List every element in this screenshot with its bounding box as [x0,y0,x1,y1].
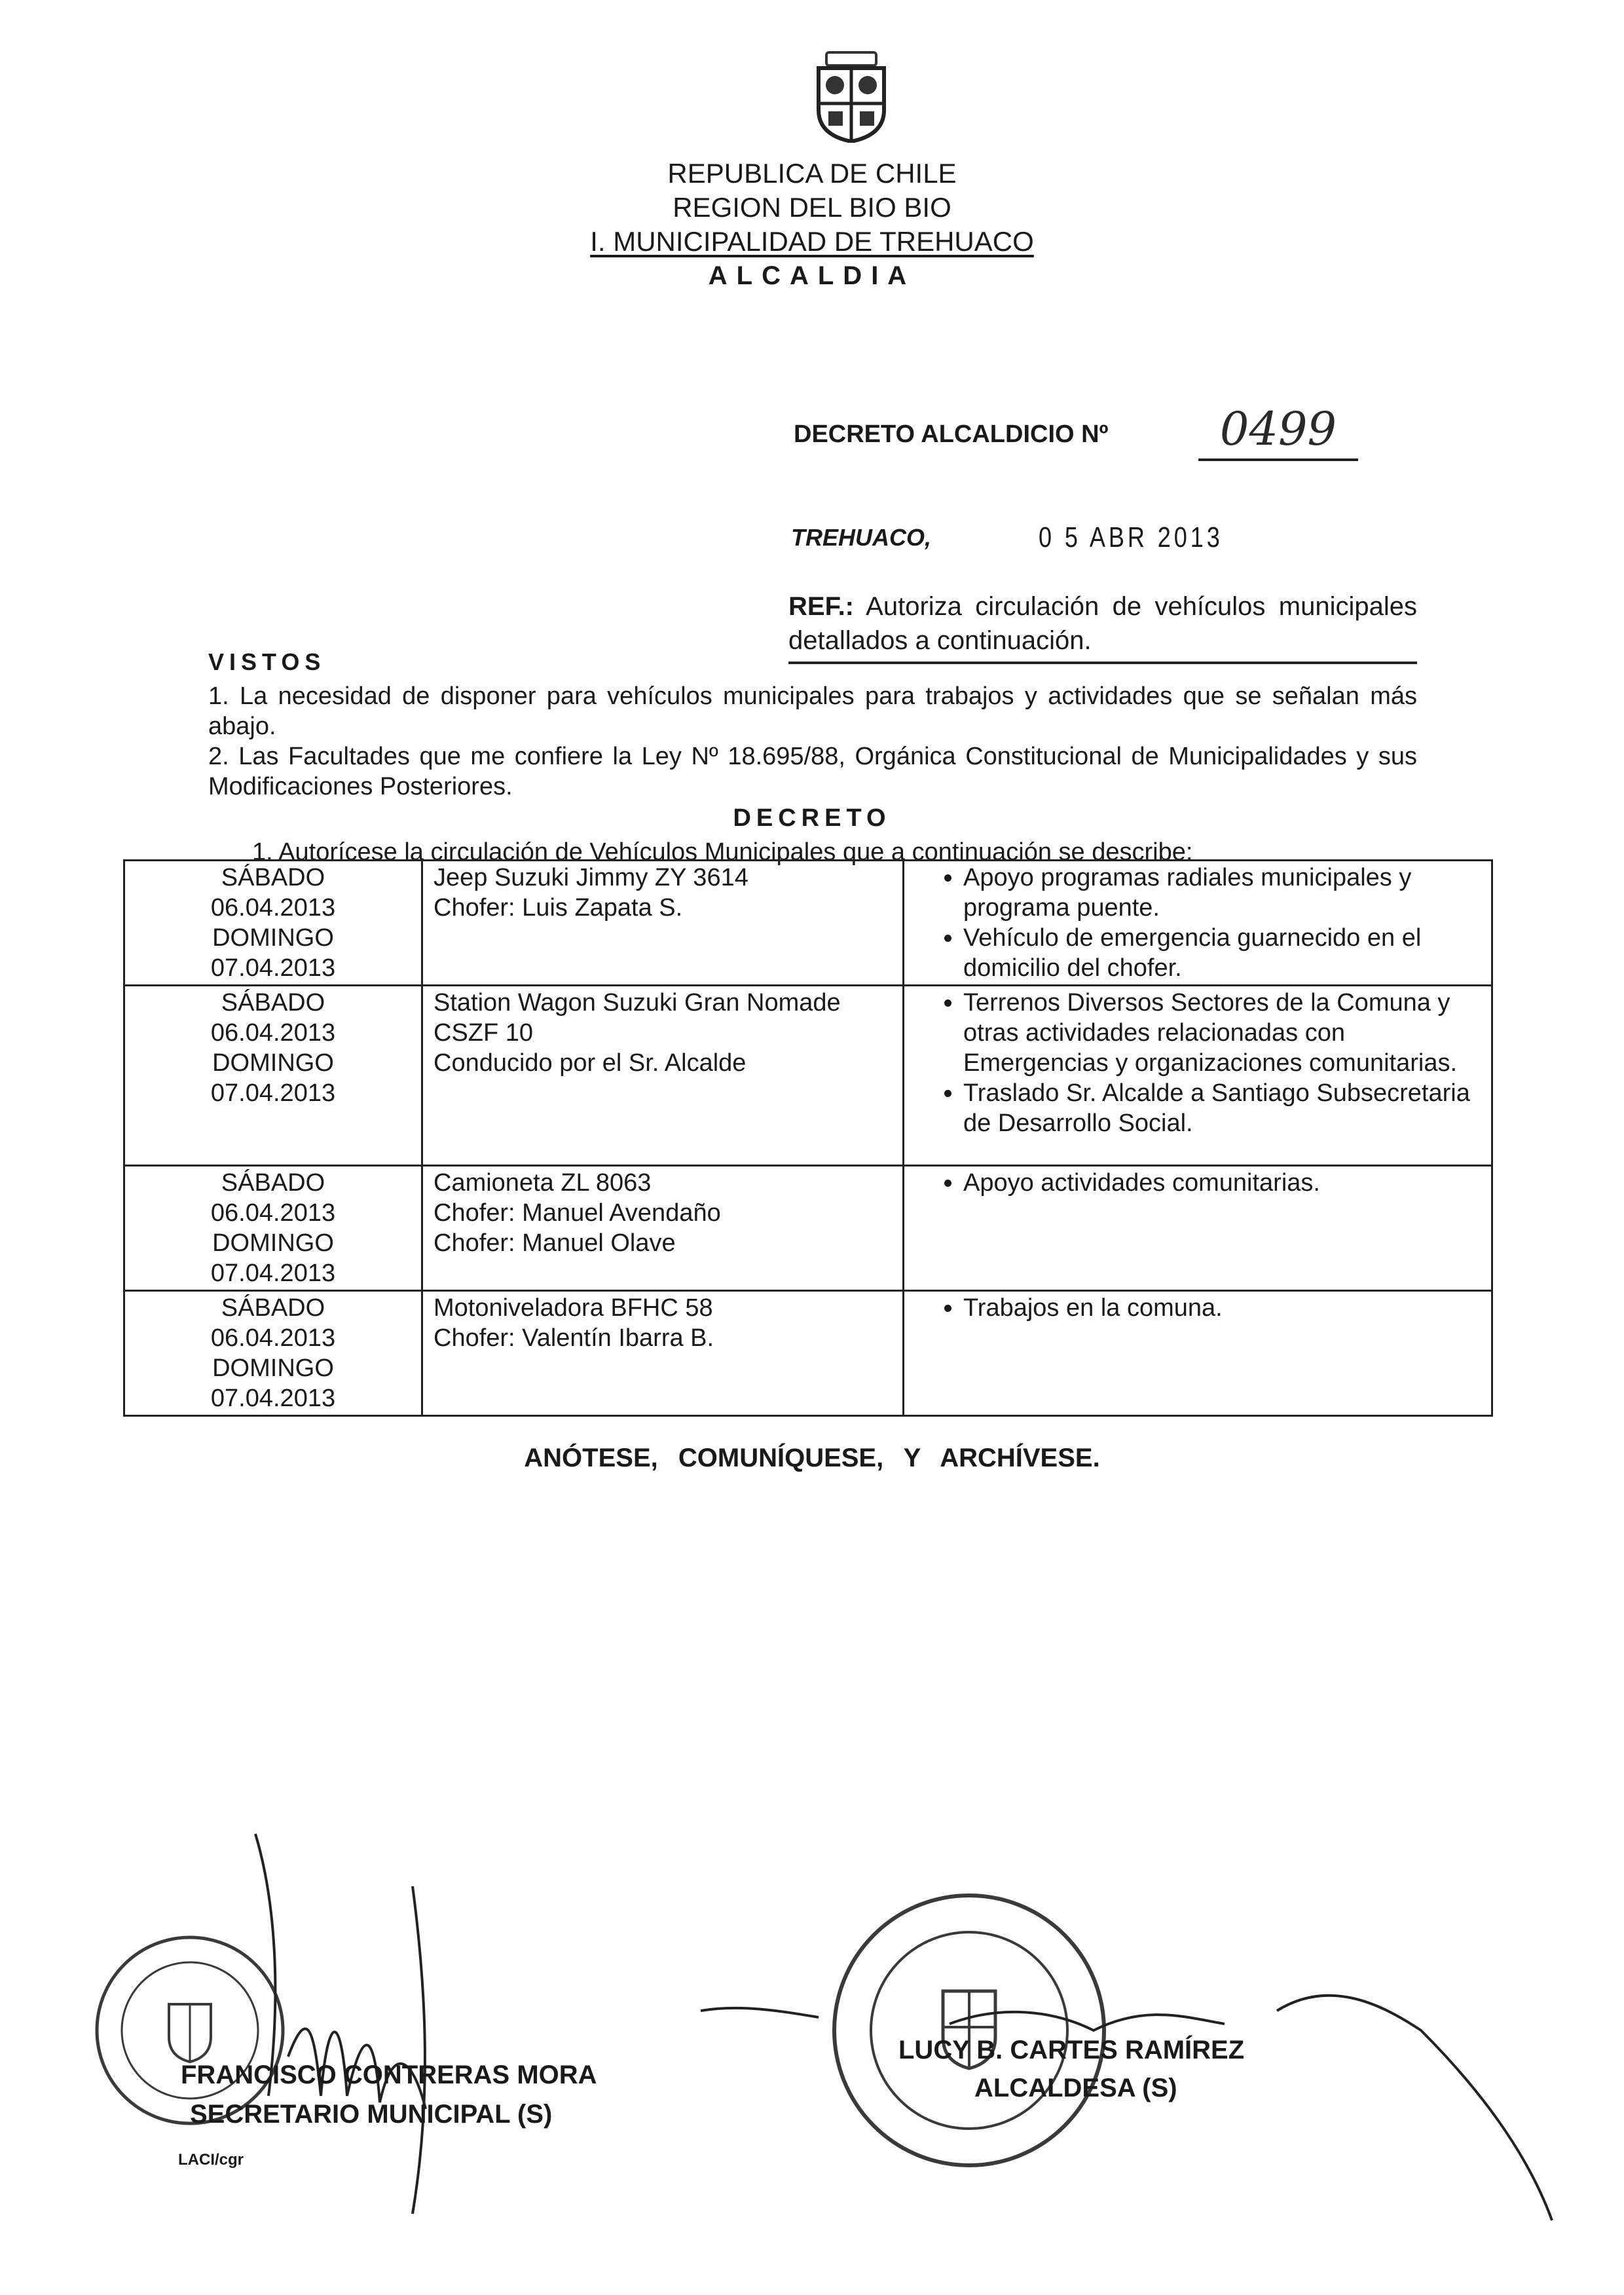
date-value: 07.04.2013 [210,1385,336,1412]
date-value: 07.04.2013 [210,1079,336,1107]
vehicle-cell [422,861,904,986]
decreto-item-1: 1. Autorícese la circulación de Vehículos Municipales que a continuación se describe: [252,838,1193,866]
date-cell [124,1166,422,1291]
vistos-title: VISTOS [208,648,326,675]
activities-cell [904,1291,1492,1416]
driver-name: Chofer: Valentín Ibarra B. [434,1324,714,1352]
reference-text: Autoriza circulación de vehículos municipales detallados a continuación. [788,592,1417,655]
vehicle-description: Station Wagon Suzuki Gran Nomade CSZF 10 [434,989,841,1047]
date-cell [124,861,422,986]
mayor-name: LUCY B. CARTES RAMÍREZ [898,2036,1245,2064]
date-cell [124,1291,422,1416]
activities-cell [904,986,1492,1166]
driver-name: Chofer: Manuel Avendaño [434,1199,721,1227]
vistos-item-2: 2. Las Facultades que me confiere la Ley Nº 18.695/88, Orgánica Constitucional de Municipalidades y sus Modificaciones Posteriores. [208,743,1417,800]
activities-cell [904,861,1492,986]
vehicle-cell [422,1166,904,1291]
secretary-role: SECRETARIO MUNICIPAL (S) [190,2100,553,2129]
municipal-crest-icon [812,51,891,143]
day-label: SÁBADO [221,864,325,891]
vehicle-cell [422,986,904,1166]
driver-name: Chofer: Luis Zapata S. [434,894,683,922]
day-label: DOMINGO [212,1354,334,1382]
driver-name: Conducido por el Sr. Alcalde [434,1049,747,1077]
date-cell [124,986,422,1166]
header-country: REPUBLICA DE CHILE [667,158,957,189]
secretary-name: FRANCISCO CONTRERAS MORA [181,2061,597,2089]
header-office: ALCALDIA [708,261,916,290]
day-label: DOMINGO [212,1049,334,1077]
day-label: DOMINGO [212,1229,334,1257]
decree-label: DECRETO ALCALDICIO Nº [794,420,1109,448]
drafting-initials: LACI/cgr [178,2151,244,2169]
activities-cell [904,1166,1492,1291]
vistos-body [208,681,1417,802]
table-row [124,1166,1492,1291]
day-label: DOMINGO [212,924,334,952]
decree-place: TREHUACO, [791,524,931,551]
activity-item: • Vehículo de emergencia guarnecido en el domicilio del chofer. [963,923,1481,983]
vehicle-description: Camioneta ZL 8063 [434,1169,652,1197]
header-municipality: I. MUNICIPALIDAD DE TREHUACO [590,226,1034,257]
date-value: 06.04.2013 [210,1199,336,1227]
day-label: SÁBADO [221,989,325,1017]
mayor-role: ALCALDESA (S) [974,2074,1177,2102]
driver-name: Chofer: Manuel Olave [434,1229,676,1257]
vehicle-description: Jeep Suzuki Jimmy ZY 3614 [434,864,748,891]
activity-item: • Terrenos Diversos Sectores de la Comuna y otras actividades relacionadas con Emergencias y organizaciones comunitarias. [963,988,1481,1078]
header-region: REGION DEL BIO BIO [673,192,951,223]
reference-block [788,589,1417,664]
day-label: SÁBADO [221,1294,325,1322]
table-row [124,986,1492,1166]
date-value: 06.04.2013 [210,894,336,922]
vistos-item-1: 1. La necesidad de disponer para vehículos municipales para trabajos y actividades que se señalan más abajo. [208,682,1417,740]
mayor-signature-icon [688,1912,1565,2227]
table-row [124,861,1492,986]
closing-formula: ANÓTESE, COMUNÍQUESE, Y ARCHÍVESE. [524,1444,1100,1472]
activity-item: • Apoyo actividades comunitarias. [963,1168,1481,1198]
date-value: 06.04.2013 [210,1019,336,1047]
table-row [124,1291,1492,1416]
secretary-signature-icon [216,1821,557,2227]
activity-item: • Traslado Sr. Alcalde a Santiago Subsecretaria de Desarrollo Social. [963,1078,1481,1138]
vehicles-table [123,859,1493,1417]
date-value: 06.04.2013 [210,1324,336,1352]
vehicle-description: Motoniveladora BFHC 58 [434,1294,713,1322]
reference-label: REF.: [788,592,854,621]
vehicle-cell [422,1291,904,1416]
activity-item: • Trabajos en la comuna. [963,1293,1481,1323]
day-label: SÁBADO [221,1169,325,1197]
date-value: 07.04.2013 [210,1259,336,1287]
decree-number: 0499 [1198,402,1358,461]
decree-date-stamp: 0 5 ABR 2013 [1039,521,1223,553]
decreto-title: DECRETO [733,804,891,832]
activity-item: • Apoyo programas radiales municipales y programa puente. [963,863,1481,923]
date-value: 07.04.2013 [210,954,336,982]
